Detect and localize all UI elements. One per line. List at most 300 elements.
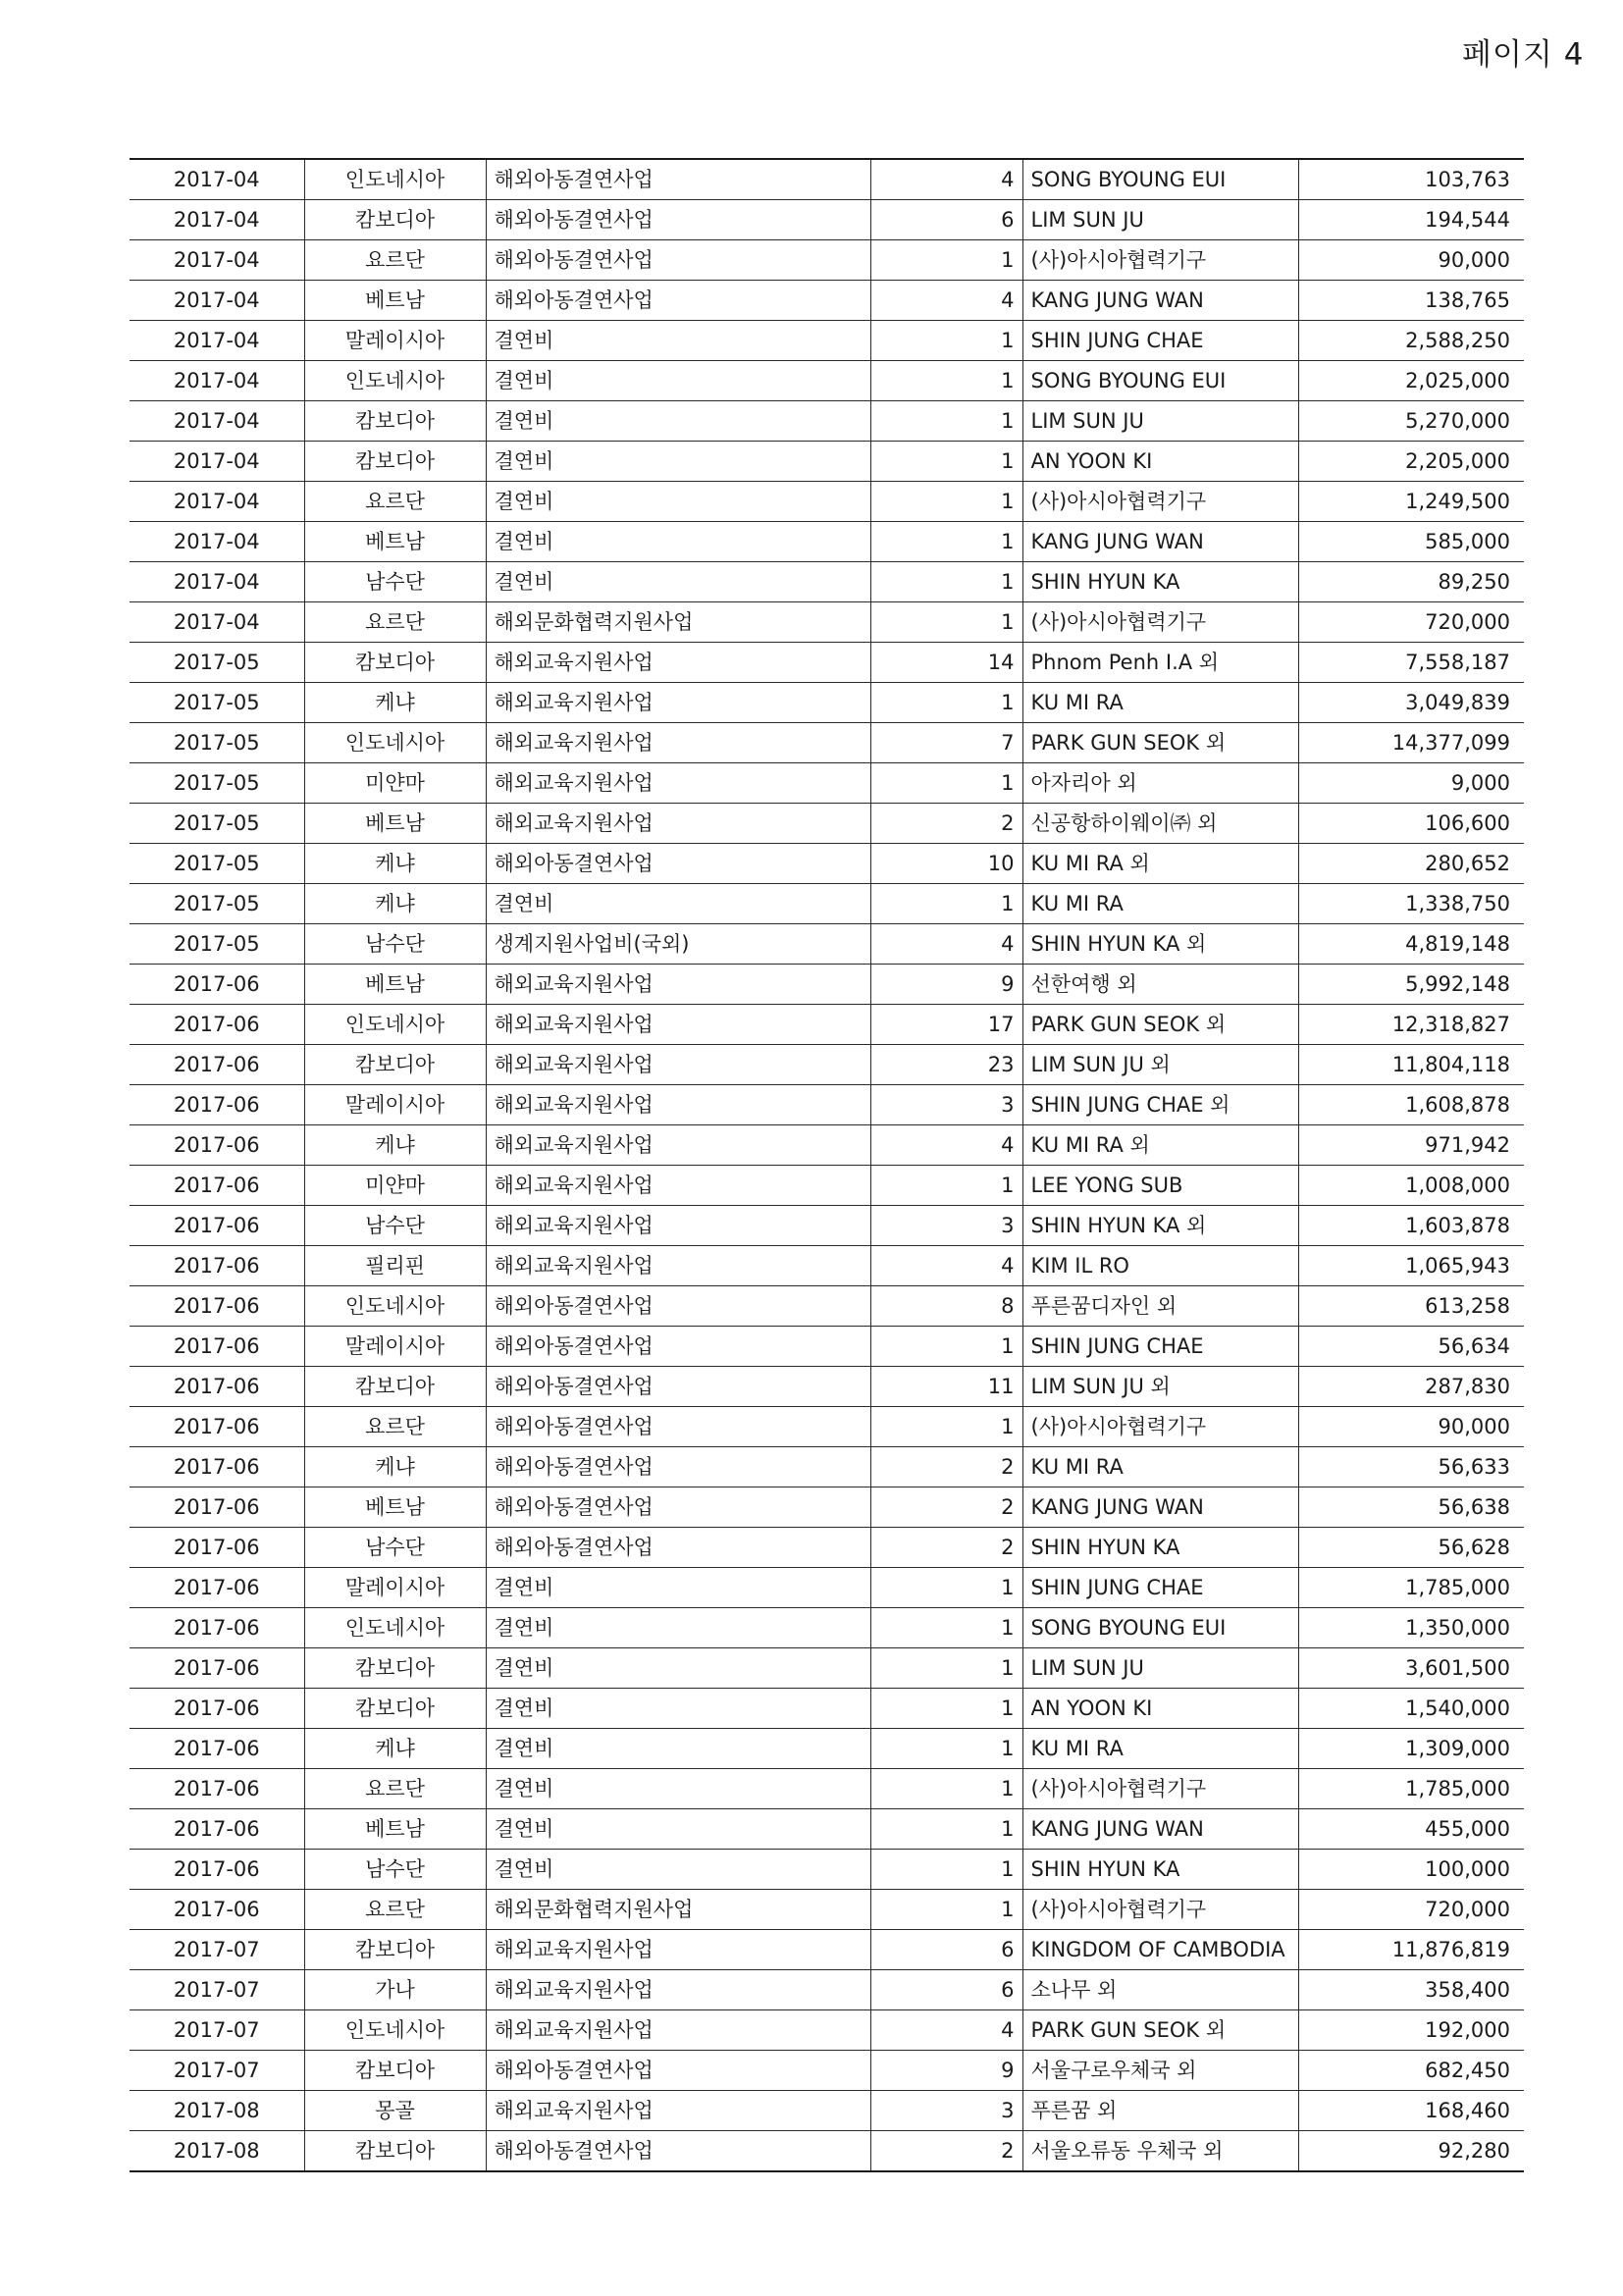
program-cell: 해외아동결연사업 [486,844,870,884]
count-cell: 1 [870,522,1022,562]
payee-cell: PARK GUN SEOK 외 [1022,723,1298,763]
program-cell: 해외교육지원사업 [486,1206,870,1246]
count-cell: 3 [870,1206,1022,1246]
count-cell: 6 [870,1970,1022,2010]
table-row [130,159,1524,200]
month-cell: 2017-06 [130,965,304,1005]
country-cell: 캄보디아 [304,200,486,240]
table-row [130,1528,1524,1568]
country-cell: 캄보디아 [304,1367,486,1407]
table-row [130,361,1524,401]
country-cell: 요르단 [304,482,486,522]
country-cell: 말레이시아 [304,1327,486,1367]
payee-cell: KANG JUNG WAN [1022,1809,1298,1850]
page-number-header: 페이지 4 [1462,37,1585,73]
country-cell: 미얀마 [304,1166,486,1206]
count-cell: 1 [870,1568,1022,1608]
country-cell: 베트남 [304,804,486,844]
country-cell: 말레이시아 [304,321,486,361]
amount-cell: 1,249,500 [1298,482,1524,522]
amount-cell: 2,205,000 [1298,442,1524,482]
count-cell: 1 [870,1729,1022,1769]
table-row [130,1689,1524,1729]
program-cell: 결연비 [486,1769,870,1809]
count-cell: 4 [870,924,1022,965]
count-cell: 9 [870,965,1022,1005]
country-cell: 케냐 [304,1125,486,1166]
payee-cell: (사)아시아협력기구 [1022,1407,1298,1447]
count-cell: 1 [870,401,1022,442]
country-cell: 베트남 [304,522,486,562]
month-cell: 2017-06 [130,1246,304,1286]
amount-cell: 11,804,118 [1298,1045,1524,1085]
country-cell: 남수단 [304,1850,486,1890]
country-cell: 베트남 [304,1809,486,1850]
table-row [130,1166,1524,1206]
amount-cell: 103,763 [1298,159,1524,200]
amount-cell: 287,830 [1298,1367,1524,1407]
program-cell: 해외아동결연사업 [486,1487,870,1528]
country-cell: 케냐 [304,1447,486,1487]
table-row [130,1407,1524,1447]
count-cell: 1 [870,442,1022,482]
table-row [130,1930,1524,1970]
month-cell: 2017-05 [130,884,304,924]
count-cell: 1 [870,361,1022,401]
table-row [130,1327,1524,1367]
payee-cell: 선한여행 외 [1022,965,1298,1005]
program-cell: 해외아동결연사업 [486,159,870,200]
payee-cell: SONG BYOUNG EUI [1022,1608,1298,1648]
count-cell: 1 [870,1769,1022,1809]
count-cell: 11 [870,1367,1022,1407]
month-cell: 2017-06 [130,1166,304,1206]
program-cell: 해외교육지원사업 [486,1005,870,1045]
count-cell: 2 [870,2131,1022,2172]
amount-cell: 3,049,839 [1298,683,1524,723]
month-cell: 2017-04 [130,401,304,442]
table-row [130,2051,1524,2091]
program-cell: 해외교육지원사업 [486,763,870,804]
count-cell: 1 [870,482,1022,522]
count-cell: 23 [870,1045,1022,1085]
amount-cell: 1,338,750 [1298,884,1524,924]
count-cell: 1 [870,1890,1022,1930]
amount-cell: 12,318,827 [1298,1005,1524,1045]
country-cell: 캄보디아 [304,401,486,442]
payee-cell: PARK GUN SEOK 외 [1022,1005,1298,1045]
program-cell: 결연비 [486,1729,870,1769]
program-cell: 해외교육지원사업 [486,2010,870,2051]
month-cell: 2017-06 [130,1367,304,1407]
amount-cell: 138,765 [1298,281,1524,321]
country-cell: 인도네시아 [304,2010,486,2051]
payee-cell: SONG BYOUNG EUI [1022,361,1298,401]
table-row [130,924,1524,965]
country-cell: 캄보디아 [304,2051,486,2091]
payee-cell: KU MI RA [1022,1729,1298,1769]
payee-cell: (사)아시아협력기구 [1022,240,1298,281]
count-cell: 2 [870,1447,1022,1487]
payee-cell: LIM SUN JU [1022,200,1298,240]
amount-cell: 5,270,000 [1298,401,1524,442]
program-cell: 해외교육지원사업 [486,1045,870,1085]
table-row [130,1005,1524,1045]
country-cell: 남수단 [304,562,486,602]
amount-cell: 89,250 [1298,562,1524,602]
amount-cell: 106,600 [1298,804,1524,844]
program-cell: 해외문화협력지원사업 [486,1890,870,1930]
program-cell: 해외아동결연사업 [486,281,870,321]
table-row [130,1246,1524,1286]
month-cell: 2017-06 [130,1890,304,1930]
payee-cell: SHIN JUNG CHAE [1022,1327,1298,1367]
table-row [130,1850,1524,1890]
amount-cell: 720,000 [1298,1890,1524,1930]
month-cell: 2017-06 [130,1286,304,1327]
country-cell: 케냐 [304,844,486,884]
country-cell: 케냐 [304,683,486,723]
country-cell: 인도네시아 [304,1286,486,1327]
country-cell: 말레이시아 [304,1085,486,1125]
country-cell: 인도네시아 [304,1005,486,1045]
program-cell: 해외교육지원사업 [486,965,870,1005]
count-cell: 10 [870,844,1022,884]
amount-cell: 4,819,148 [1298,924,1524,965]
month-cell: 2017-04 [130,482,304,522]
program-cell: 결연비 [486,482,870,522]
program-cell: 해외아동결연사업 [486,200,870,240]
count-cell: 1 [870,1850,1022,1890]
payee-cell: SHIN HYUN KA 외 [1022,1206,1298,1246]
table-row [130,442,1524,482]
count-cell: 3 [870,1085,1022,1125]
country-cell: 인도네시아 [304,361,486,401]
month-cell: 2017-07 [130,2051,304,2091]
count-cell: 1 [870,1648,1022,1689]
payee-cell: 소나무 외 [1022,1970,1298,2010]
table-row [130,884,1524,924]
payee-cell: KANG JUNG WAN [1022,281,1298,321]
table-row [130,2091,1524,2131]
program-cell: 해외교육지원사업 [486,1125,870,1166]
month-cell: 2017-05 [130,924,304,965]
program-cell: 해외교육지원사업 [486,1970,870,2010]
table-row [130,643,1524,683]
count-cell: 4 [870,159,1022,200]
amount-cell: 1,065,943 [1298,1246,1524,1286]
payee-cell: Phnom Penh I.A 외 [1022,643,1298,683]
program-cell: 해외교육지원사업 [486,683,870,723]
payee-cell: 서울구로우체국 외 [1022,2051,1298,2091]
amount-cell: 90,000 [1298,240,1524,281]
payee-cell: (사)아시아협력기구 [1022,1769,1298,1809]
program-cell: 해외아동결연사업 [486,1447,870,1487]
payee-cell: KU MI RA [1022,884,1298,924]
month-cell: 2017-05 [130,643,304,683]
program-cell: 해외교육지원사업 [486,2091,870,2131]
amount-cell: 56,638 [1298,1487,1524,1528]
count-cell: 6 [870,1930,1022,1970]
month-cell: 2017-07 [130,1930,304,1970]
amount-cell: 585,000 [1298,522,1524,562]
payee-cell: AN YOON KI [1022,442,1298,482]
program-cell: 결연비 [486,884,870,924]
table-row [130,1729,1524,1769]
payee-cell: SHIN JUNG CHAE 외 [1022,1085,1298,1125]
amount-cell: 280,652 [1298,844,1524,884]
count-cell: 1 [870,1166,1022,1206]
count-cell: 1 [870,884,1022,924]
amount-cell: 14,377,099 [1298,723,1524,763]
country-cell: 필리핀 [304,1246,486,1286]
count-cell: 14 [870,643,1022,683]
program-cell: 해외교육지원사업 [486,1085,870,1125]
payee-cell: LIM SUN JU 외 [1022,1367,1298,1407]
amount-cell: 1,008,000 [1298,1166,1524,1206]
country-cell: 캄보디아 [304,1689,486,1729]
country-cell: 남수단 [304,1528,486,1568]
program-cell: 생계지원사업비(국외) [486,924,870,965]
payee-cell: SHIN HYUN KA [1022,1528,1298,1568]
program-cell: 해외교육지원사업 [486,1166,870,1206]
amount-cell: 168,460 [1298,2091,1524,2131]
amount-cell: 971,942 [1298,1125,1524,1166]
payee-cell: 푸른꿈디자인 외 [1022,1286,1298,1327]
expense-ledger-table [130,158,1524,2172]
program-cell: 결연비 [486,361,870,401]
table-row [130,562,1524,602]
table-row [130,281,1524,321]
payee-cell: SHIN HYUN KA [1022,1850,1298,1890]
amount-cell: 613,258 [1298,1286,1524,1327]
payee-cell: 서울오류동 우체국 외 [1022,2131,1298,2172]
month-cell: 2017-04 [130,281,304,321]
program-cell: 해외교육지원사업 [486,1246,870,1286]
count-cell: 6 [870,200,1022,240]
table-row [130,522,1524,562]
table-row [130,321,1524,361]
amount-cell: 56,633 [1298,1447,1524,1487]
country-cell: 캄보디아 [304,643,486,683]
count-cell: 1 [870,1689,1022,1729]
month-cell: 2017-05 [130,723,304,763]
amount-cell: 1,785,000 [1298,1769,1524,1809]
table-row [130,683,1524,723]
table-row [130,1206,1524,1246]
count-cell: 2 [870,804,1022,844]
program-cell: 해외교육지원사업 [486,723,870,763]
month-cell: 2017-06 [130,1689,304,1729]
amount-cell: 90,000 [1298,1407,1524,1447]
count-cell: 8 [870,1286,1022,1327]
month-cell: 2017-04 [130,522,304,562]
month-cell: 2017-06 [130,1487,304,1528]
table-row [130,401,1524,442]
country-cell: 요르단 [304,1407,486,1447]
program-cell: 해외아동결연사업 [486,1367,870,1407]
table-row [130,1125,1524,1166]
table-row [130,1890,1524,1930]
month-cell: 2017-06 [130,1447,304,1487]
program-cell: 해외아동결연사업 [486,2131,870,2172]
country-cell: 말레이시아 [304,1568,486,1608]
amount-cell: 1,603,878 [1298,1206,1524,1246]
count-cell: 4 [870,1125,1022,1166]
month-cell: 2017-04 [130,240,304,281]
country-cell: 요르단 [304,1890,486,1930]
country-cell: 인도네시아 [304,159,486,200]
program-cell: 결연비 [486,1648,870,1689]
payee-cell: LIM SUN JU [1022,401,1298,442]
payee-cell: KANG JUNG WAN [1022,1487,1298,1528]
month-cell: 2017-04 [130,200,304,240]
count-cell: 1 [870,1608,1022,1648]
table-row [130,1487,1524,1528]
payee-cell: SHIN JUNG CHAE [1022,1568,1298,1608]
country-cell: 캄보디아 [304,1930,486,1970]
program-cell: 해외아동결연사업 [486,240,870,281]
payee-cell: LEE YONG SUB [1022,1166,1298,1206]
payee-cell: KIM IL RO [1022,1246,1298,1286]
count-cell: 1 [870,763,1022,804]
month-cell: 2017-06 [130,1850,304,1890]
payee-cell: SONG BYOUNG EUI [1022,159,1298,200]
country-cell: 케냐 [304,1729,486,1769]
month-cell: 2017-04 [130,562,304,602]
payee-cell: LIM SUN JU [1022,1648,1298,1689]
table-row [130,1045,1524,1085]
amount-cell: 1,785,000 [1298,1568,1524,1608]
month-cell: 2017-06 [130,1045,304,1085]
payee-cell: SHIN HYUN KA [1022,562,1298,602]
country-cell: 요르단 [304,1769,486,1809]
country-cell: 요르단 [304,240,486,281]
payee-cell: KU MI RA [1022,683,1298,723]
country-cell: 미얀마 [304,763,486,804]
count-cell: 17 [870,1005,1022,1045]
month-cell: 2017-05 [130,683,304,723]
month-cell: 2017-05 [130,763,304,804]
count-cell: 1 [870,1327,1022,1367]
amount-cell: 720,000 [1298,602,1524,643]
program-cell: 결연비 [486,321,870,361]
payee-cell: KU MI RA 외 [1022,844,1298,884]
amount-cell: 9,000 [1298,763,1524,804]
table-row [130,844,1524,884]
count-cell: 1 [870,240,1022,281]
month-cell: 2017-08 [130,2131,304,2172]
payee-cell: (사)아시아협력기구 [1022,1890,1298,1930]
table-row [130,804,1524,844]
month-cell: 2017-06 [130,1125,304,1166]
table-row [130,1970,1524,2010]
program-cell: 해외아동결연사업 [486,1327,870,1367]
payee-cell: 신공항하이웨이㈜ 외 [1022,804,1298,844]
amount-cell: 3,601,500 [1298,1648,1524,1689]
count-cell: 4 [870,281,1022,321]
program-cell: 해외교육지원사업 [486,643,870,683]
country-cell: 베트남 [304,1487,486,1528]
program-cell: 해외문화협력지원사업 [486,602,870,643]
month-cell: 2017-06 [130,1769,304,1809]
table-row [130,200,1524,240]
country-cell: 캄보디아 [304,1045,486,1085]
count-cell: 3 [870,2091,1022,2131]
program-cell: 결연비 [486,401,870,442]
country-cell: 요르단 [304,602,486,643]
month-cell: 2017-06 [130,1809,304,1850]
month-cell: 2017-07 [130,2010,304,2051]
amount-cell: 2,588,250 [1298,321,1524,361]
month-cell: 2017-07 [130,1970,304,2010]
payee-cell: 아자리아 외 [1022,763,1298,804]
amount-cell: 1,350,000 [1298,1608,1524,1648]
program-cell: 해외교육지원사업 [486,804,870,844]
table-row [130,1447,1524,1487]
amount-cell: 1,608,878 [1298,1085,1524,1125]
amount-cell: 7,558,187 [1298,643,1524,683]
count-cell: 9 [870,2051,1022,2091]
count-cell: 1 [870,562,1022,602]
count-cell: 1 [870,683,1022,723]
program-cell: 결연비 [486,1608,870,1648]
count-cell: 2 [870,1528,1022,1568]
country-cell: 인도네시아 [304,1608,486,1648]
program-cell: 결연비 [486,1568,870,1608]
country-cell: 베트남 [304,281,486,321]
amount-cell: 682,450 [1298,2051,1524,2091]
payee-cell: SHIN HYUN KA 외 [1022,924,1298,965]
payee-cell: KINGDOM OF CAMBODIA [1022,1930,1298,1970]
amount-cell: 56,628 [1298,1528,1524,1568]
amount-cell: 2,025,000 [1298,361,1524,401]
count-cell: 1 [870,321,1022,361]
program-cell: 해외아동결연사업 [486,1286,870,1327]
month-cell: 2017-04 [130,602,304,643]
table-row [130,1367,1524,1407]
count-cell: 4 [870,1246,1022,1286]
month-cell: 2017-04 [130,321,304,361]
program-cell: 결연비 [486,1809,870,1850]
country-cell: 가나 [304,1970,486,2010]
payee-cell: LIM SUN JU 외 [1022,1045,1298,1085]
table-row [130,1608,1524,1648]
amount-cell: 194,544 [1298,200,1524,240]
country-cell: 남수단 [304,924,486,965]
country-cell: 케냐 [304,884,486,924]
program-cell: 결연비 [486,1689,870,1729]
month-cell: 2017-06 [130,1568,304,1608]
table-row [130,1286,1524,1327]
table-row [130,1085,1524,1125]
country-cell: 남수단 [304,1206,486,1246]
program-cell: 해외교육지원사업 [486,1930,870,1970]
ledger-body [130,159,1524,2171]
amount-cell: 455,000 [1298,1809,1524,1850]
payee-cell: PARK GUN SEOK 외 [1022,2010,1298,2051]
country-cell: 인도네시아 [304,723,486,763]
program-cell: 결연비 [486,1850,870,1890]
month-cell: 2017-06 [130,1528,304,1568]
table-row [130,482,1524,522]
program-cell: 결연비 [486,442,870,482]
table-row [130,2010,1524,2051]
amount-cell: 358,400 [1298,1970,1524,2010]
month-cell: 2017-06 [130,1085,304,1125]
month-cell: 2017-06 [130,1729,304,1769]
table-row [130,1769,1524,1809]
